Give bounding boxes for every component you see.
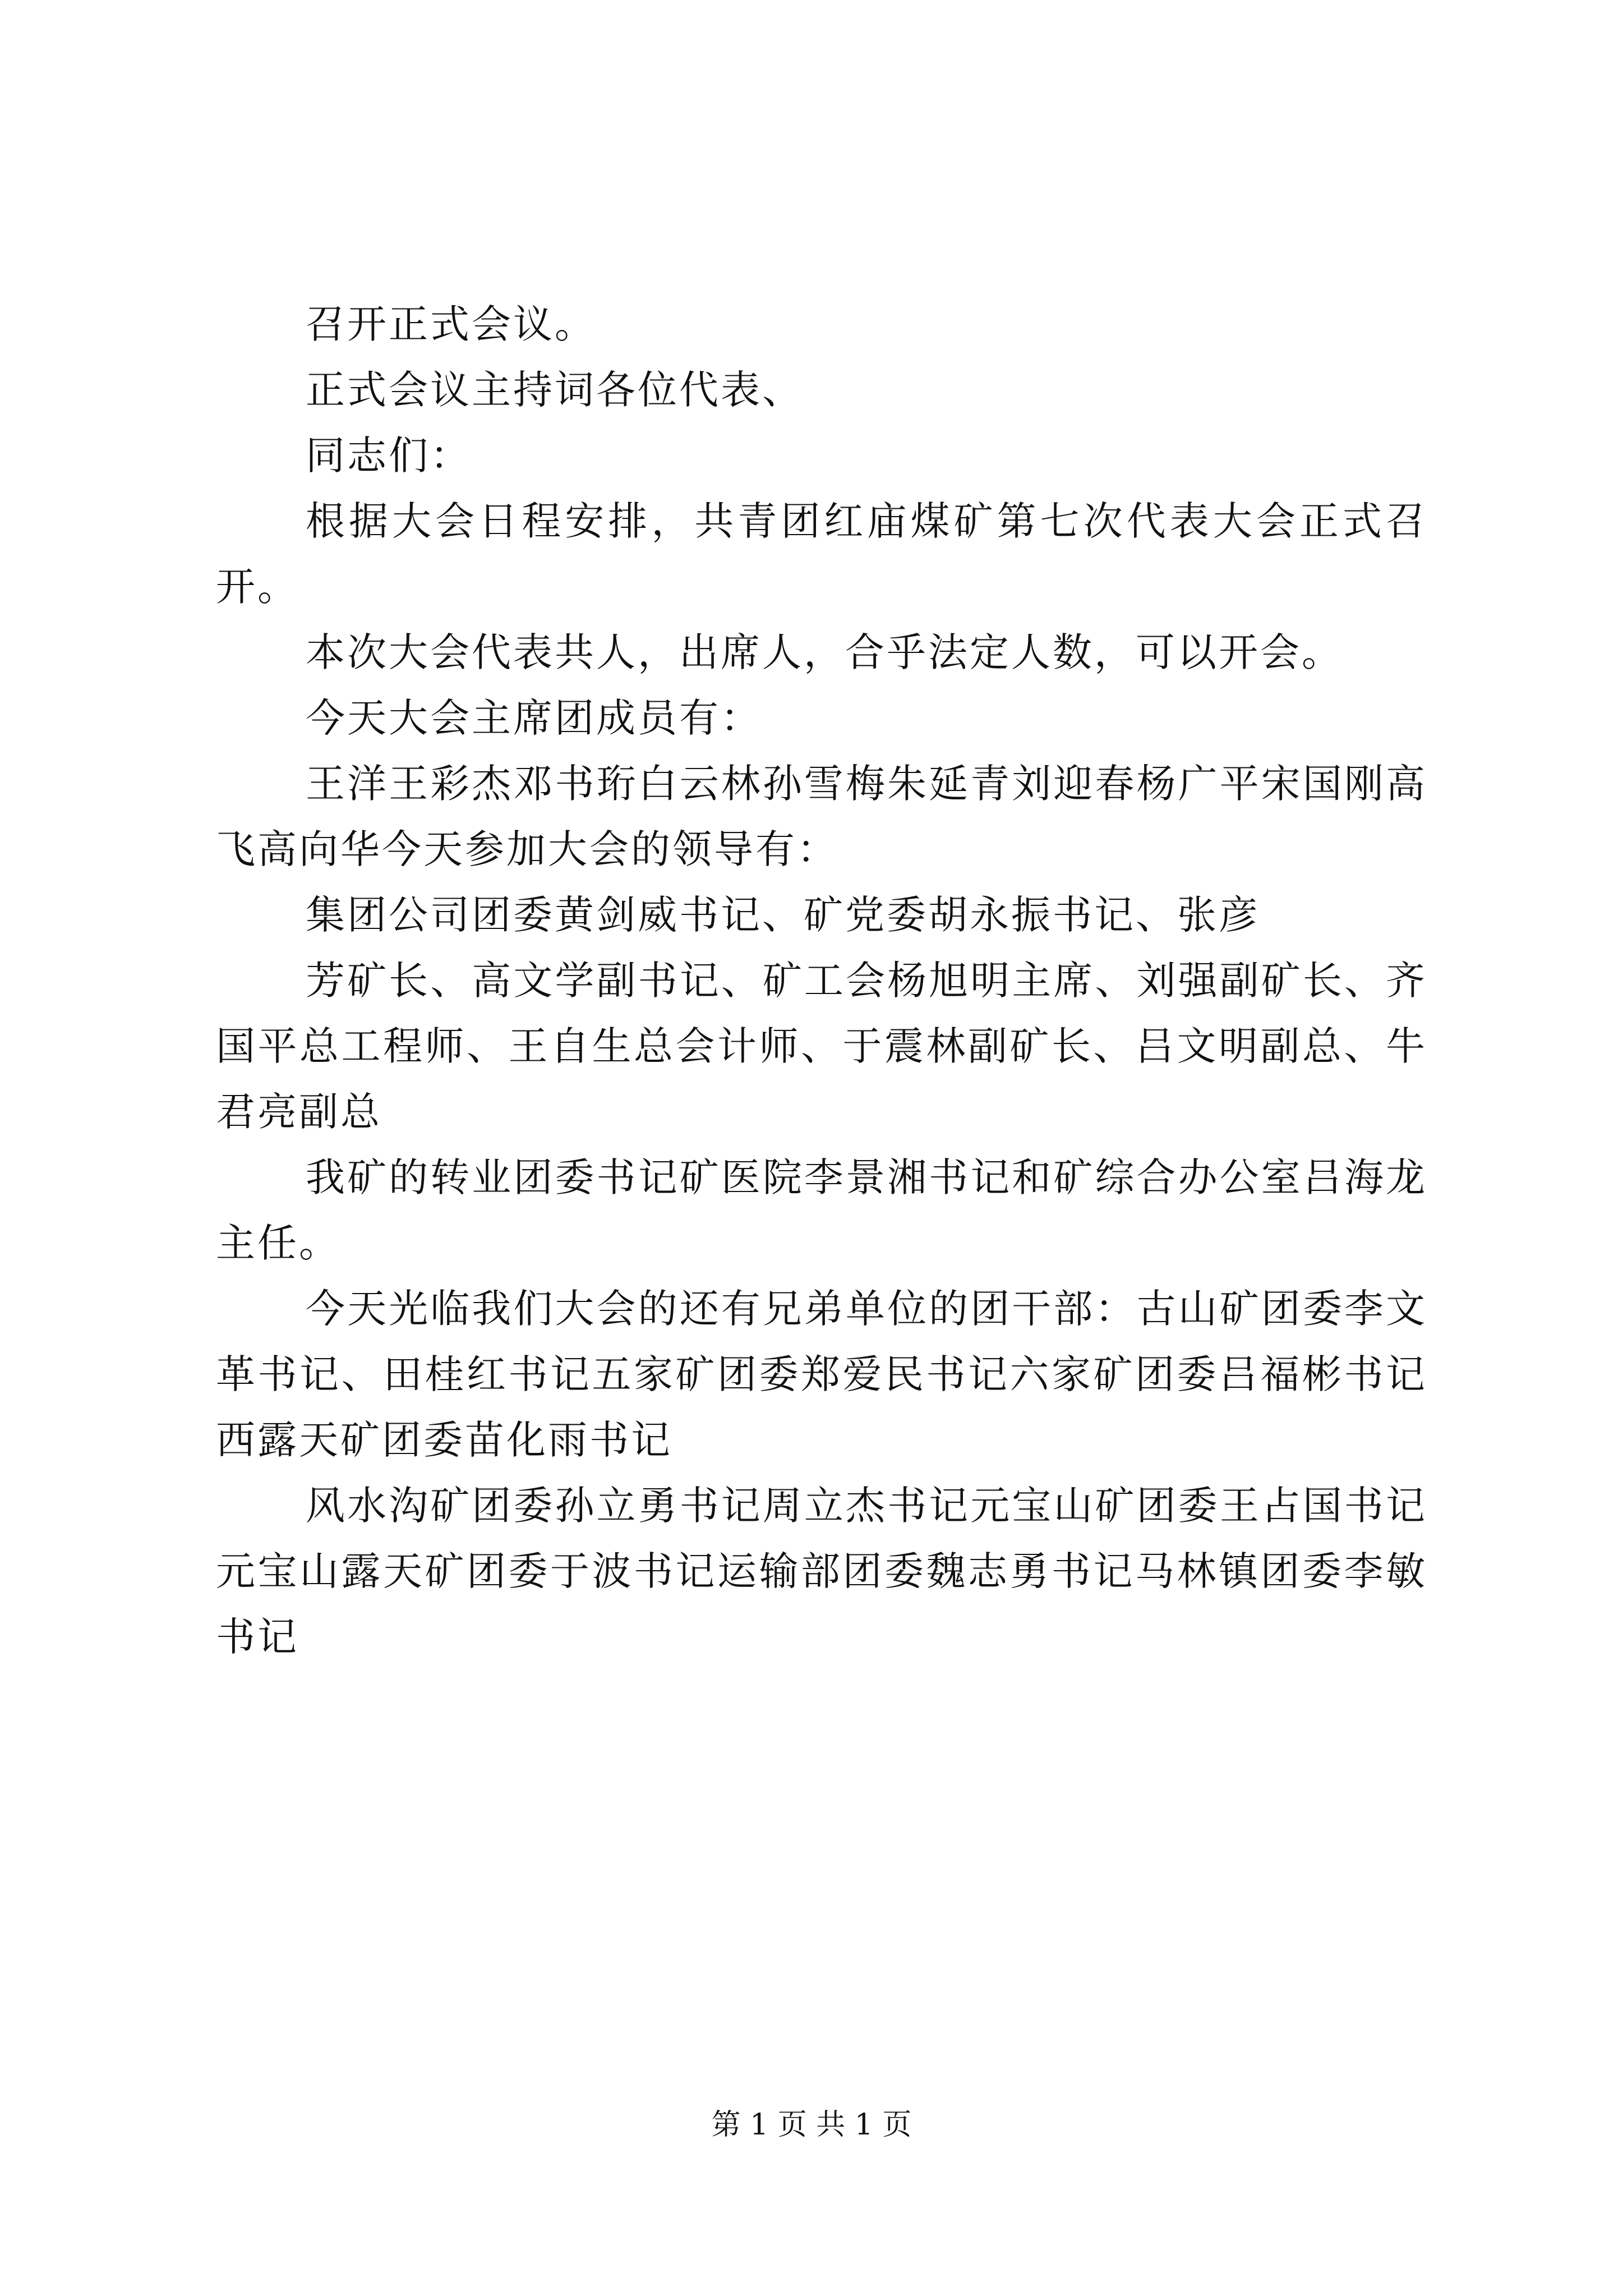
paragraph: 正式会议主持词各位代表、 (306, 367, 804, 413)
paragraph: 王洋王彩杰邓书珩白云林孙雪梅朱延青刘迎春杨广平宋国刚高飞高向华今天参加大会的领导有： (216, 761, 1427, 872)
paragraph: 集团公司团委黄剑威书记、矿党委胡永振书记、张彦 (306, 892, 1260, 938)
paragraph: 召开正式会议。 (306, 301, 596, 347)
paragraph: 我矿的转业团委书记矿医院李景湘书记和矿综合办公室吕海龙主任。 (216, 1154, 1427, 1266)
paragraph: 同志们： (306, 432, 472, 478)
paragraph: 芳矿长、高文学副书记、矿工会杨旭明主席、刘强副矿长、齐国平总工程师、王自生总会计师、于震林副矿长、吕文明副总、牛君亮副总 (216, 958, 1427, 1135)
document-body (216, 292, 1427, 1670)
paragraph: 今天光临我们大会的还有兄弟单位的团干部：古山矿团委李文革书记、田桂红书记五家矿团委郑爱民书记六家矿团委吕福彬书记西露天矿团委苗化雨书记 (216, 1286, 1427, 1463)
page-footer: 第 1 页 共 1 页 (711, 2108, 912, 2142)
paragraph: 风水沟矿团委孙立勇书记周立杰书记元宝山矿团委王占国书记元宝山露天矿团委于波书记运输部团委魏志勇书记马林镇团委李敏书记 (216, 1483, 1427, 1660)
paragraph: 今天大会主席团成员有： (306, 695, 762, 741)
paragraph: 根据大会日程安排，共青团红庙煤矿第七次代表大会正式召开。 (216, 498, 1427, 610)
paragraph: 本次大会代表共人，出席人，合乎法定人数，可以开会。 (306, 629, 1343, 675)
